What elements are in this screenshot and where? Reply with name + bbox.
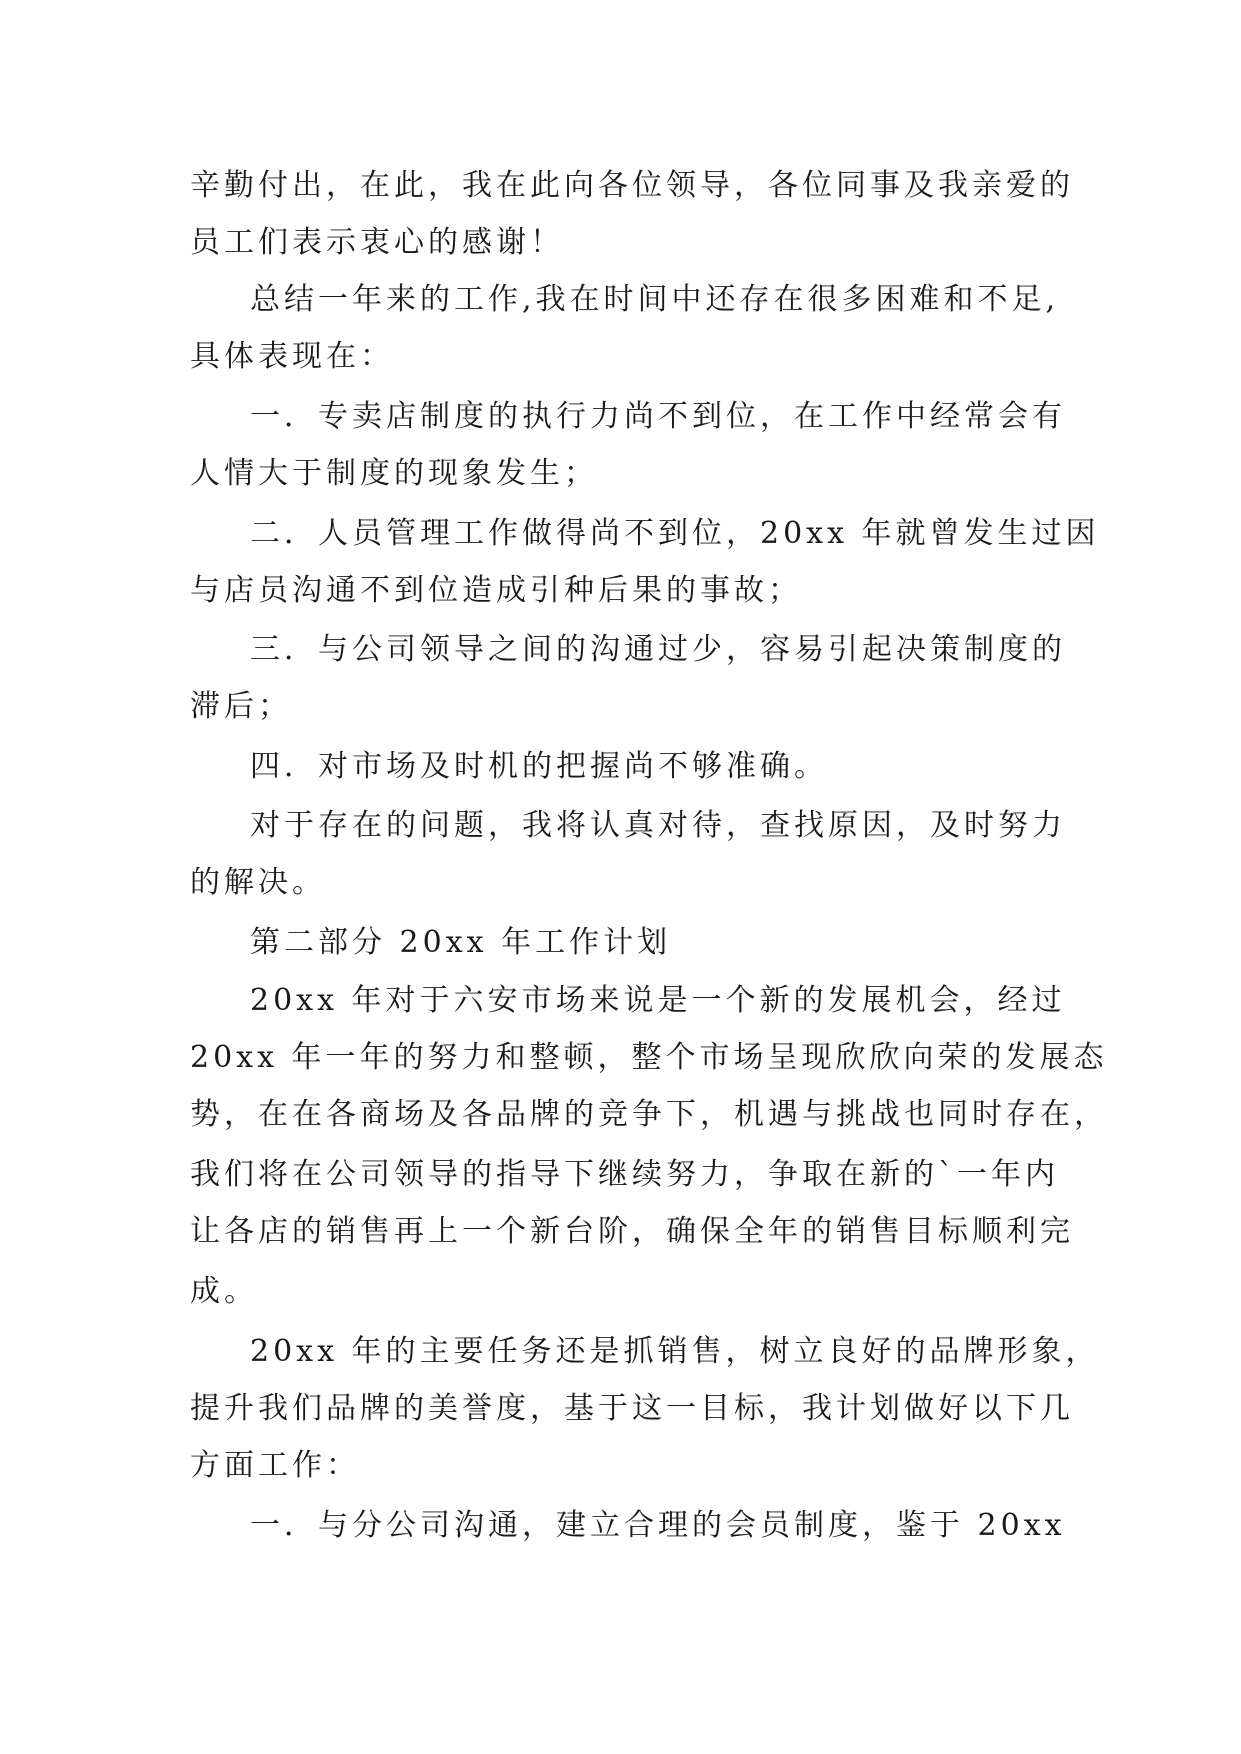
text-line: 提升我们品牌的美誉度，基于这一目标，我计划做好以下几 (190, 1391, 1074, 1426)
text-line: 人情大于制度的现象发生； (190, 456, 598, 491)
text-line: 员工们表示衷心的感谢！ (190, 225, 564, 260)
text-line: 对于存在的问题，我将认真对待，查找原因，及时努力 (250, 808, 1066, 843)
text-line: 方面工作： (190, 1448, 360, 1483)
text-line: 四．对市场及时机的把握尚不够准确。 (250, 749, 828, 784)
text-line: 二．人员管理工作做得尚不到位，20xx 年就曾发生过因 (250, 516, 1100, 551)
text-line: 一．专卖店制度的执行力尚不到位，在工作中经常会有 (250, 399, 1066, 434)
text-line: 与店员沟通不到位造成引种后果的事故； (190, 573, 802, 608)
text-line: 三．与公司领导之间的沟通过少，容易引起决策制度的 (250, 632, 1066, 667)
text-line: 我们将在公司领导的指导下继续努力，争取在新的`一年内 (190, 1157, 1059, 1192)
text-line: 一．与分公司沟通，建立合理的会员制度，鉴于 20xx (250, 1508, 1066, 1543)
text-line: 成。 (190, 1274, 258, 1309)
text-line: 滞后； (190, 689, 292, 724)
text-line: 具体表现在： (190, 339, 394, 374)
text-line: 20xx 年对于六安市场来说是一个新的发展机会，经过 (250, 983, 1066, 1018)
text-line: 20xx 年的主要任务还是抓销售，树立良好的品牌形象， (250, 1334, 1100, 1369)
section-heading: 第二部分 20xx 年工作计划 (250, 925, 672, 960)
text-line: 让各店的销售再上一个新台阶，确保全年的销售目标顺利完 (190, 1214, 1074, 1249)
text-line: 总结一年来的工作,我在时间中还存在很多困难和不足, (250, 282, 1060, 317)
text-line: 势，在在各商场及各品牌的竞争下，机遇与挑战也同时存在， (190, 1097, 1108, 1132)
text-line: 的解决。 (190, 865, 326, 900)
text-line: 20xx 年一年的努力和整顿，整个市场呈现欣欣向荣的发展态 (190, 1040, 1108, 1075)
text-line: 辛勤付出，在此，我在此向各位领导，各位同事及我亲爱的 (190, 168, 1074, 203)
